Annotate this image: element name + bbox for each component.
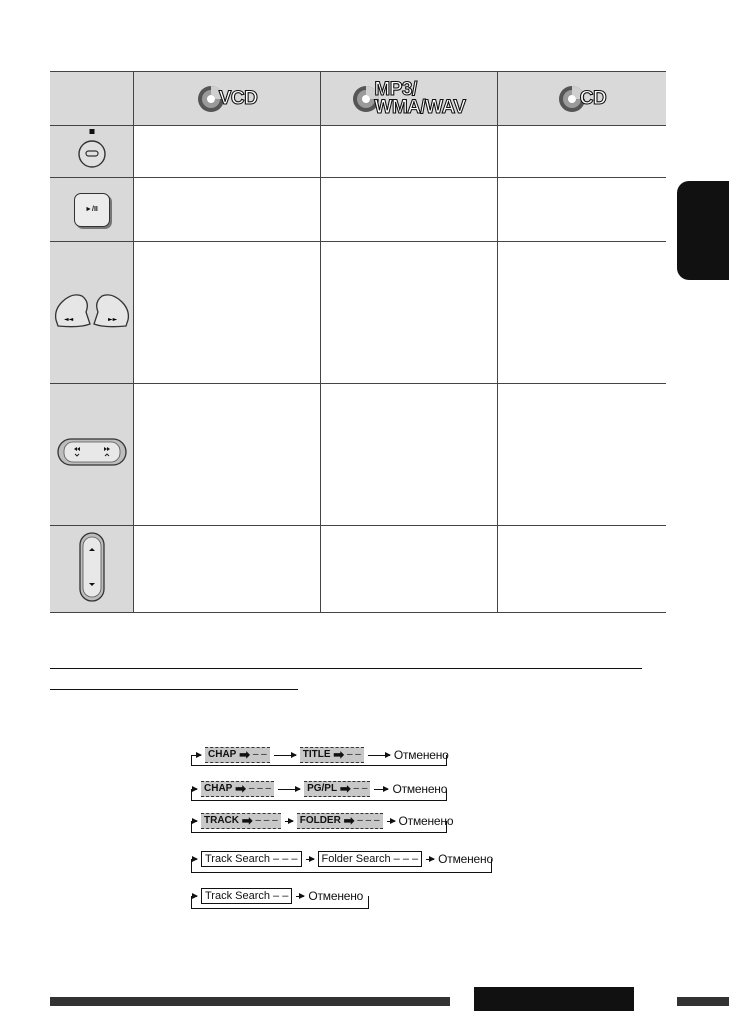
header-blank [50, 72, 134, 126]
footer-page-block [474, 987, 634, 1011]
play-pause-button-cell [50, 178, 134, 242]
function-table [50, 71, 666, 613]
skip-buttons-cell [50, 384, 134, 526]
flow-loop-line [191, 896, 369, 909]
text-rule [50, 668, 642, 669]
flow-cancelled: Отменено [438, 852, 493, 866]
table-row [50, 178, 666, 242]
flow-loop-line [191, 789, 447, 801]
table-cell [498, 242, 667, 384]
flow-loop-line [191, 755, 447, 766]
table-cell [321, 126, 498, 178]
flow-step: CHAP ➡ – – [205, 747, 270, 763]
flow-step: TRACK ➡ – – – [201, 813, 281, 829]
flow-step: Track Search – – [201, 888, 292, 904]
table-cell [134, 526, 321, 613]
updown-buttons-cell [50, 526, 134, 613]
flow-cancelled: Отменено [398, 814, 454, 828]
stop-button-cell [50, 126, 134, 178]
table-row [50, 526, 666, 613]
footer-bar-right [677, 997, 729, 1006]
flow-step: TITLE ➡ – – [300, 747, 364, 763]
table-cell [321, 384, 498, 526]
flow-step: CHAP ➡ – – – [201, 781, 274, 797]
flow-cancelled: Отменено [392, 782, 448, 796]
table-cell [134, 384, 321, 526]
table-row [50, 126, 666, 178]
play-pause-label: ►/II [85, 206, 98, 213]
play-pause-button[interactable] [74, 193, 110, 227]
footer-bar-left [50, 997, 450, 1006]
table-cell [498, 178, 667, 242]
skip-buttons[interactable] [56, 437, 128, 467]
header-vcd [134, 72, 321, 126]
table-cell [498, 126, 667, 178]
language-tab [677, 181, 729, 280]
flow-cancelled: Отменено [308, 889, 364, 903]
cd-label: CD [579, 87, 607, 109]
mp3-wma-wav-label: MP3/ WMA/WAV [374, 78, 466, 118]
table-cell [321, 526, 498, 613]
flow-loop-line [191, 859, 492, 873]
rewind-label: ◄◄ [63, 316, 73, 323]
table-cell [134, 126, 321, 178]
flow-step: FOLDER ➡ – – – [297, 813, 383, 829]
rewind-fastforward-buttons[interactable] [52, 290, 132, 330]
flow-cancelled: Отменено [393, 748, 449, 762]
table-cell [321, 178, 498, 242]
table-cell [498, 384, 667, 526]
header-mp3 [321, 72, 498, 126]
table-cell [498, 526, 667, 613]
flow-loop-line [191, 821, 447, 833]
flow-step: PG/PL ➡ – – [304, 781, 370, 797]
flow-step: Track Search – – – [201, 851, 302, 867]
table-cell [321, 242, 498, 384]
table-row [50, 384, 666, 526]
table-header-row [50, 72, 666, 126]
table-cell [134, 178, 321, 242]
table-cell [134, 242, 321, 384]
seek-buttons-cell [50, 242, 134, 384]
stop-button-icon[interactable] [72, 127, 112, 171]
vcd-label: VCD [218, 87, 258, 109]
up-down-buttons[interactable] [77, 531, 107, 603]
text-rule [50, 689, 298, 690]
header-cd [498, 72, 667, 126]
table-row [50, 242, 666, 384]
flow-step: Folder Search – – – [318, 851, 423, 867]
fastforward-label: ►► [107, 316, 117, 323]
